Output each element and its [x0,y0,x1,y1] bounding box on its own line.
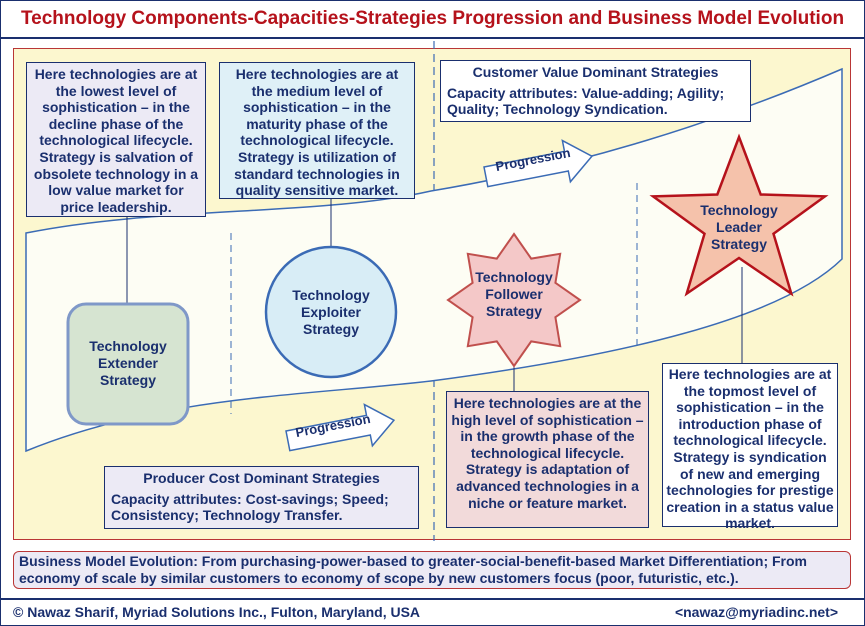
producer-cost-attributes: Capacity attributes: Cost-savings; Speed; Consistency; Technology Transfer. [111,490,389,524]
copyright-credit: © Nawaz Sharif, Myriad Solutions Inc., Fulton, Maryland, USA [13,604,421,620]
extender-description: Here technologies are at the lowest level of sophistication – in the decline phase of the technological lifecycle. Strategy is salvation of obsolete technology in a low value market for price leadership. [26,62,206,217]
page-title: Technology Components-Capacities-Strategies Progression and Business Model Evolution [20,8,845,29]
lower-progression-label: Progression [294,410,372,441]
contact-email: <nawaz@myriadinc.net> [674,604,838,620]
producer-cost-box [104,466,419,529]
follower-description: Here technologies are at the high level of sophistication – in the growth phase of the technological lifecycle. Strategy is adaptation of advanced technologies in a niche or feature market. [446,391,649,528]
follower-strategy-label: Technology Follower Strategy [475,269,553,319]
customer-value-box [440,60,751,122]
leader-strategy-label: Technology Leader Strategy [700,202,778,252]
extender-strategy-label: Technology Extender Strategy [89,338,167,388]
upper-progression-label: Progression [494,144,572,175]
leader-description: Here technologies are at the topmost level of sophistication – in the introduction phase of technological lifecycle. Strategy is syndication of new and emerging technologies for prestige creation in a status value market. [662,363,838,527]
exploiter-description: Here technologies are at the medium level of sophistication – in the maturity phase of the technological lifecycle. Strategy is utilization of standard technologies in quality sensitive market. [219,62,415,199]
footer-divider [1,598,864,600]
customer-value-heading: Customer Value Dominant Strategies [472,64,719,80]
business-model-evolution: Business Model Evolution: From purchasing-power-based to greater-social-benefit-based Market Differentiation; From economy of scale by similar customers to economy of scope by new customers focus (poor, futuristic, etc.). [13,551,851,589]
producer-cost-heading: Producer Cost Dominant Strategies [143,470,380,486]
exploiter-strategy-label: Technology Exploiter Strategy [292,287,370,337]
customer-value-attributes: Capacity attributes: Value-adding; Agility; Quality; Technology Syndication. [447,84,725,118]
